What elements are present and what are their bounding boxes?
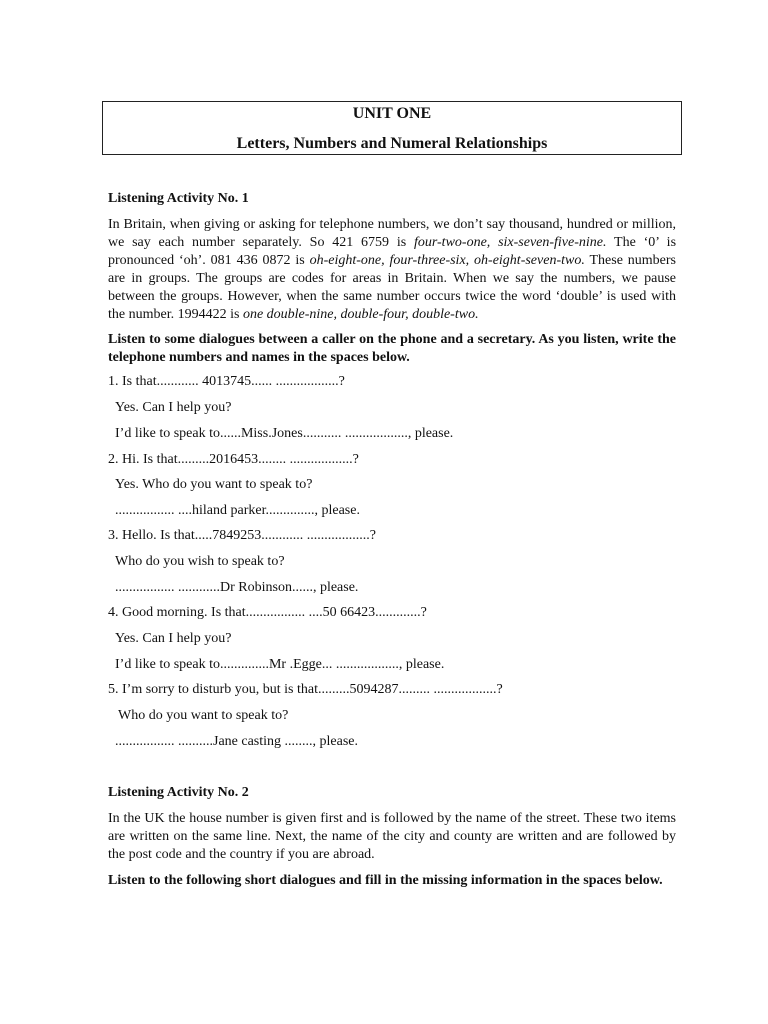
dialogue-line: 3. Hello. Is that.....7849253............ ..................? [108,528,376,543]
unit-title: UNIT ONE [352,105,432,122]
dialogue-line: 1. Is that............ 4013745...... ..................? [108,374,345,389]
dialogue-line: Yes. Can I help you? [115,400,232,415]
dialogue-line: ................. ............Dr Robinson......, please. [115,580,359,595]
dialogue-line: I’d like to speak to......Miss.Jones........... .................., please. [115,426,454,441]
activity-2-intro: In the UK the house number is given first and is followed by the name of the street. These two items are written on the same line. Next, the name of the city and county are written and are followed by the post code and the country if you are abroad. [108,811,676,862]
dialogue-line: ................. ..........Jane casting ........, please. [115,734,359,749]
intro-example-italic: four-two-one, six-seven-five-nine. [413,235,607,250]
intro-example-italic: oh-eight-one, four-three-six, oh-eight-seven-two. [309,253,585,268]
dialogue-line: Who do you want to speak to? [118,708,289,723]
intro-text: These numbers are in groups. The groups are codes for areas in Britain. When we say the numbers, we pause between the groups. However, when the same number occurs twice the word ‘double’ is used with the number. 1994422 is [108,253,676,322]
intro-text: The ‘0’ is pronounced ‘oh’. 081 436 0872 is [108,235,677,268]
intro-example-italic: one double-nine, double-four, double-two. [242,307,479,322]
activity-1-intro [108,216,676,324]
dialogue-line: 4. Good morning. Is that................. ....50 66423.............? [108,605,427,620]
dialogue-line: Who do you wish to speak to? [115,554,285,569]
unit-subtitle: Letters, Numbers and Numeral Relationships [236,135,548,152]
intro-text: In Britain, when giving or asking for telephone numbers, we don’t say thousand, hundred or million, we say each number separately. So 421 6759 is [108,217,676,250]
dialogue-line: I’d like to speak to..............Mr .Egge... .................., please. [115,657,445,672]
activity-1-heading: Listening Activity No. 1 [108,191,249,206]
activity-1-instruction: Listen to some dialogues between a caller on the phone and a secretary. As you listen, write the telephone numbers and names in the spaces below. [108,332,676,365]
dialogue-line: ................. ....hiland parker.............., please. [115,503,360,518]
dialogue-line: 2. Hi. Is that.........2016453........ ..................? [108,452,359,467]
dialogue-line: Yes. Can I help you? [115,631,232,646]
dialogue-line: Yes. Who do you want to speak to? [115,477,313,492]
activity-2-heading: Listening Activity No. 2 [108,785,249,800]
unit-title-box [102,101,682,155]
dialogue-line: 5. I’m sorry to disturb you, but is that.........5094287......... ..................? [108,682,503,697]
activity-2-instruction: Listen to the following short dialogues and fill in the missing information in the spaces below. [108,873,663,888]
